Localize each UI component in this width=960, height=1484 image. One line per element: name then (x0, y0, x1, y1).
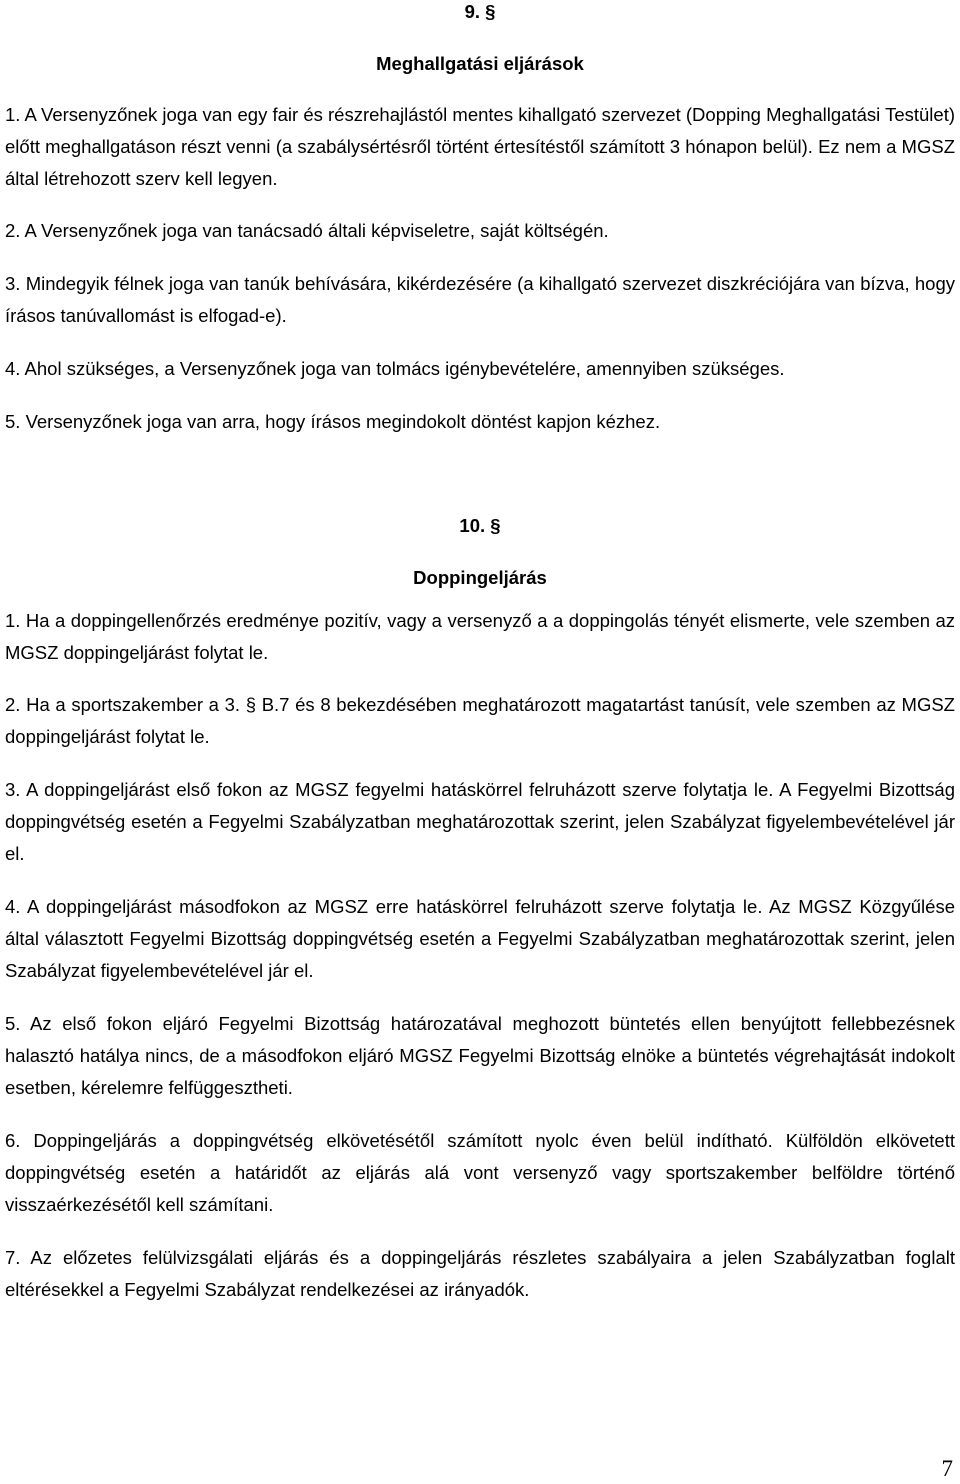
section-10-paragraph-7: 7. Az előzetes felülvizsgálati eljárás és a doppingeljárás részletes szabályaira a jelen Szabályzatban foglalt eltérésekkel a Fegyelmi Szabályzat rendelkezései az irányadók. (5, 1247, 955, 1300)
section-10-paragraph-1: 1. Ha a doppingellenőrzés eredménye pozitív, vagy a versenyző a a doppingolás tényét elismerte, vele szemben az MGSZ doppingeljárást folytat le. (5, 610, 955, 663)
section-10-number: 10. § (459, 515, 501, 536)
section-9-number: 9. § (464, 1, 496, 22)
section-9-paragraph-1: 1. A Versenyzőnek joga van egy fair és részrehajlástól mentes kihallgató szervezet (Dopping Meghallgatási Testület) előtt meghallgatáson részt venni (a szabálysértésről történt értesítéstől számított 3 hónapon belül). Ez nem a MGSZ által létrehozott szerv kell legyen. (5, 104, 955, 189)
section-10-paragraph-2: 2. Ha a sportszakember a 3. § B.7 és 8 bekezdésében meghatározott magatartást tanúsít, vele szemben az MGSZ doppingeljárást folytat le. (5, 694, 955, 747)
section-9-paragraph-3: 3. Mindegyik félnek joga van tanúk behívására, kikérdezésére (a kihallgató szervezet diszkréciójára van bízva, hogy írásos tanúvallomást is elfogad-e). (5, 273, 955, 326)
page-number: 7 (941, 1456, 953, 1481)
document-page (5, 0, 955, 1306)
section-10-title: Doppingeljárás (413, 567, 547, 588)
section-9-paragraph-5: 5. Versenyzőnek joga van arra, hogy írásos megindokolt döntést kapjon kézhez. (5, 411, 661, 432)
section-10-paragraph-5: 5. Az első fokon eljáró Fegyelmi Bizottság határozatával meghozott büntetés ellen benyújtott fellebbezésnek halasztó hatálya nincs, de a másodfokon eljáró MGSZ Fegyelmi Bizottság elnöke a büntetés végrehajtását indokolt esetben, kérelemre felfüggesztheti. (5, 1013, 955, 1098)
section-9-title: Meghallgatási eljárások (376, 53, 584, 74)
section-9-paragraph-4: 4. Ahol szükséges, a Versenyzőnek joga van tolmács igénybevételére, amennyiben szükséges. (5, 358, 785, 379)
section-10-paragraph-4: 4. A doppingeljárást másodfokon az MGSZ erre hatáskörrel felruházott szerve folytatja le. Az MGSZ Közgyűlése által választott Fegyelmi Bizottság doppingvétség esetén a Fegyelmi Szabályzatban meghatározottak szerint, jelen Szabályzat figyelembevételével jár el. (5, 896, 955, 981)
section-10-paragraph-3: 3. A doppingeljárást első fokon az MGSZ fegyelmi hatáskörrel felruházott szerve folytatja le. A Fegyelmi Bizottság doppingvétség esetén a Fegyelmi Szabályzatban meghatározottak szerint, jelen Szabályzat figyelembevételével jár el. (5, 779, 955, 864)
section-10-paragraph-6: 6. Doppingeljárás a doppingvétség elkövetésétől számított nyolc éven belül indítható. Külföldön elkövetett doppingvétség esetén a határidőt az eljárás alá vont versenyző vagy sportszakember belföldre történő visszaérkezésétől kell számítani. (5, 1130, 955, 1215)
section-9-paragraph-2: 2. A Versenyzőnek joga van tanácsadó általi képviseletre, saját költségén. (5, 220, 609, 241)
